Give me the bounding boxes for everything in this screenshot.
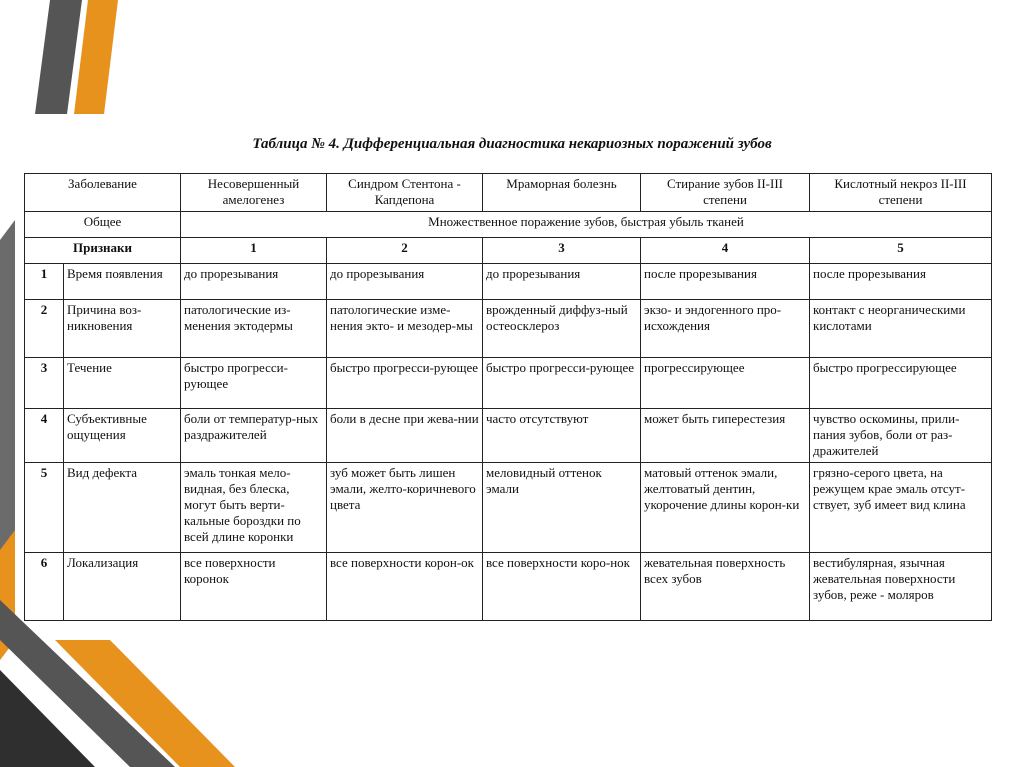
header-row (25, 174, 992, 212)
table-cell: после прорезывания (641, 264, 810, 300)
table-cell: боли от температур-ных раздражителей (181, 409, 327, 463)
row-number: 3 (25, 358, 64, 409)
table-cell: до прорезывания (327, 264, 483, 300)
table-row (25, 358, 992, 409)
table-title: Таблица № 4. Дифференциальная диагностика некариозных поражений зубов (252, 136, 772, 152)
table-row (25, 264, 992, 300)
table-cell: патологические из-менения эктодермы (181, 300, 327, 358)
signs-label: Признаки (25, 238, 181, 264)
row-number: 2 (25, 300, 64, 358)
row-number: 1 (25, 264, 64, 300)
common-row (25, 212, 992, 238)
header-cell: Мраморная болезнь (483, 174, 641, 212)
table-row (25, 553, 992, 621)
table-cell: все поверхности коронок (181, 553, 327, 621)
header-cell: Кислотный некроз II-III степени (810, 174, 992, 212)
table-cell: быстро прогрессирующее (810, 358, 992, 409)
row-label: Время появления (64, 264, 181, 300)
decorative-left-edge (0, 220, 24, 660)
table-cell: матовый оттенок эмали, желтоватый дентин, укорочение длины корон-ки (641, 463, 810, 553)
diagnosis-table (24, 173, 992, 621)
column-number: 4 (641, 238, 810, 264)
row-label: Локализация (64, 553, 181, 621)
table-cell: боли в десне при жева-нии (327, 409, 483, 463)
header-cell: Несовершенный амелогенез (181, 174, 327, 212)
table-cell: грязно-серого цвета, на режущем крае эмаль отсут-ствует, зуб имеет вид клина (810, 463, 992, 553)
table-cell: экзо- и эндогенного про-исхождения (641, 300, 810, 358)
table-cell: все поверхности коро-нок (483, 553, 641, 621)
header-cell: Стирание зубов II-III степени (641, 174, 810, 212)
table-cell: контакт с неорганическими кислотами (810, 300, 992, 358)
table-cell: может быть гиперестезия (641, 409, 810, 463)
column-number: 1 (181, 238, 327, 264)
row-label: Течение (64, 358, 181, 409)
row-number: 6 (25, 553, 64, 621)
table-cell: до прорезывания (483, 264, 641, 300)
header-cell: Синдром Стентона - Капдепона (327, 174, 483, 212)
column-number: 5 (810, 238, 992, 264)
common-label: Общее (25, 212, 181, 238)
row-number: 4 (25, 409, 64, 463)
row-label: Вид дефекта (64, 463, 181, 553)
table-cell: чувство оскомины, прили-пания зубов, боли от раз-дражителей (810, 409, 992, 463)
table-cell: меловидный оттенок эмали (483, 463, 641, 553)
table-cell: зуб может быть лишен эмали, желто-коричневого цвета (327, 463, 483, 553)
decorative-stripes-top (0, 0, 130, 120)
column-number: 2 (327, 238, 483, 264)
table-cell: быстро прогресси-рующее (483, 358, 641, 409)
header-cell: Заболевание (25, 174, 181, 212)
table-cell: жевательная поверхность всех зубов (641, 553, 810, 621)
table-cell: часто отсутствуют (483, 409, 641, 463)
table-cell: все поверхности корон-ок (327, 553, 483, 621)
row-number: 5 (25, 463, 64, 553)
decorative-stripes-bottom (0, 600, 240, 767)
signs-row (25, 238, 992, 264)
table-cell: эмаль тонкая мело-видная, без блеска, могут быть верти-кальные бороздки по всей длине коронки (181, 463, 327, 553)
row-label: Субъективные ощущения (64, 409, 181, 463)
table-cell: до прорезывания (181, 264, 327, 300)
table-cell: после прорезывания (810, 264, 992, 300)
table-row (25, 409, 992, 463)
common-text: Множественное поражение зубов, быстрая убыль тканей (181, 212, 992, 238)
table-cell: врожденный диффуз-ный остеосклероз (483, 300, 641, 358)
row-label: Причина воз-никновения (64, 300, 181, 358)
table-row (25, 300, 992, 358)
table-cell: прогрессирующее (641, 358, 810, 409)
table-cell: быстро прогресси-рующее (327, 358, 483, 409)
table-cell: патологические изме-нения экто- и мезодер-мы (327, 300, 483, 358)
column-number: 3 (483, 238, 641, 264)
table-row (25, 463, 992, 553)
table-cell: быстро прогресси-рующее (181, 358, 327, 409)
table-cell: вестибулярная, язычная жевательная поверхности зубов, реже - моляров (810, 553, 992, 621)
